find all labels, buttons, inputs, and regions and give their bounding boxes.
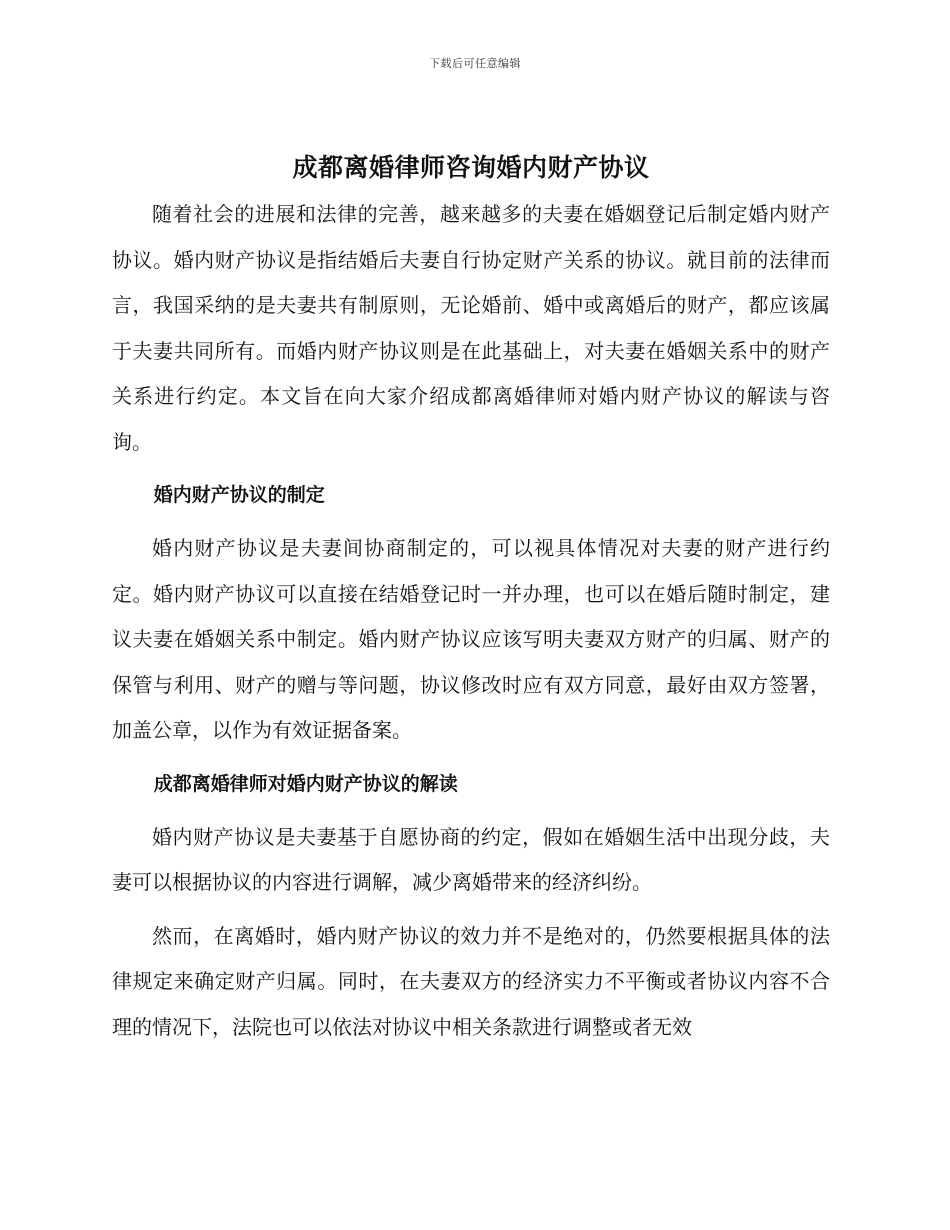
- interpretation-paragraph-1: 婚内财产协议是夫妻基于自愿协商的约定，假如在婚姻生活中出现分歧，夫妻可以根据协议的内容进行调解，减少离婚带来的经济纠纷。: [112, 824, 830, 894]
- document-title: 成都离婚律师咨询婚内财产协议: [292, 153, 650, 182]
- header-note: 下载后可任意编辑: [429, 57, 521, 70]
- document-page: [112, 148, 830, 1058]
- section-heading-interpretation: 成都离婚律师对婚内财产协议的解读: [153, 772, 458, 795]
- interpretation-paragraph-2: 然而，在离婚时，婚内财产协议的效力并不是绝对的，仍然要根据具体的法律规定来确定财产归属。同时，在夫妻双方的经济实力不平衡或者协议内容不合理的情况下，法院也可以依法对协议中相关条款进行调整或者无效: [112, 923, 830, 1039]
- section-heading-drafting: 婚内财产协议的制定: [153, 484, 325, 506]
- intro-paragraph: 随着社会的进展和法律的完善，越来越多的夫妻在婚姻登记后制定婚内财产协议。婚内财产协议是指结婚后夫妻自行协定财产关系的协议。就目前的法律而言，我国采纳的是夫妻共有制原则，无论婚前、婚中或离婚后的财产，都应该属于夫妻共同所有。而婚内财产协议则是在此基础上，对夫妻在婚姻关系中的财产关系进行约定。本文旨在向大家介绍成都离婚律师对婚内财产协议的解读与咨询。: [112, 202, 830, 454]
- drafting-paragraph: 婚内财产协议是夫妻间协商制定的，可以视具体情况对夫妻的财产进行约定。婚内财产协议可以直接在结婚登记时一并办理，也可以在婚后随时制定，建议夫妻在婚姻关系中制定。婚内财产协议应该写明夫妻双方财产的归属、财产的保管与利用、财产的赠与等问题，协议修改时应有双方同意，最好由双方签署，加盖公章，以作为有效证据备案。: [112, 536, 830, 742]
